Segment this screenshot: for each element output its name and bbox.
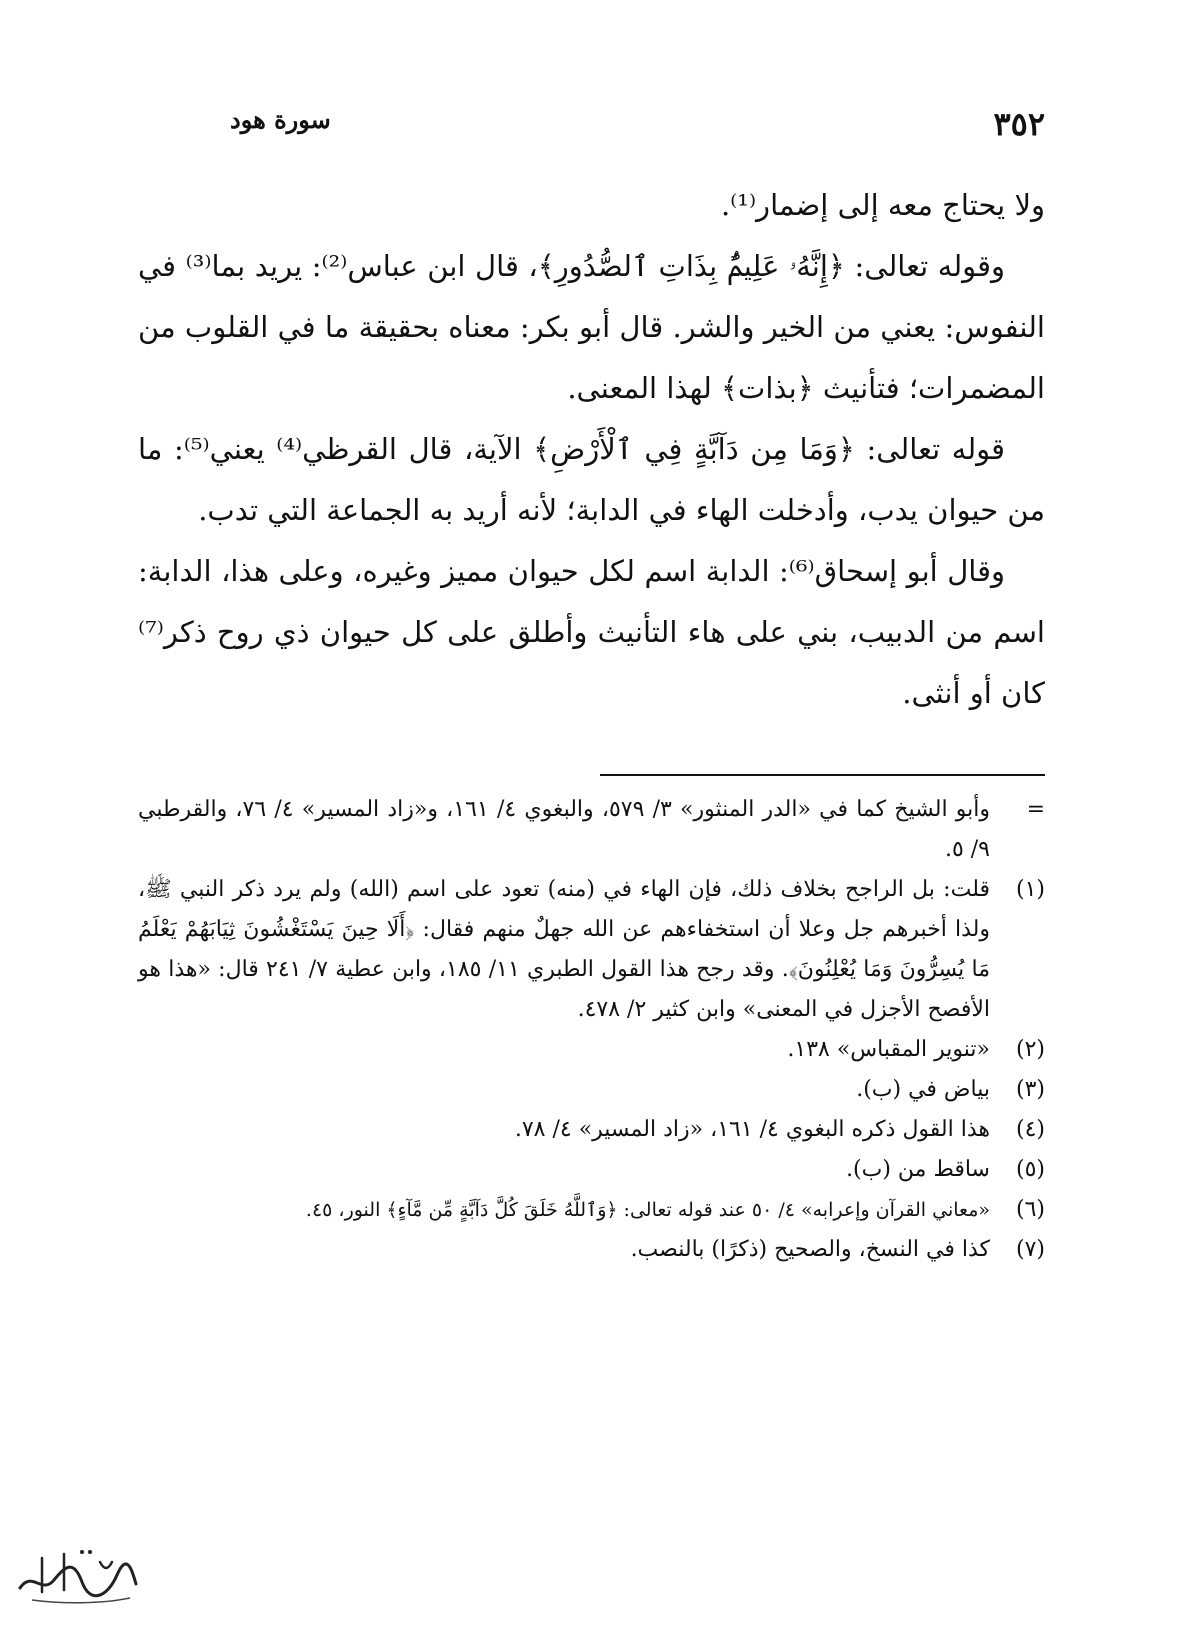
footnote-number: (٢): [1015, 1037, 1045, 1062]
paragraph-4: وقال أبو إسحاق⁽⁶⁾: الدابة اسم لكل حيوان مميز وغيره، وعلى هذا، الدابة: اسم من الدبيب، بني على هاء التأنيث وأطلق على كل حيوان ذي روح ذكر⁽⁷⁾ كان أو أنثى.: [138, 554, 1045, 710]
footnote-6: [138, 1190, 1045, 1230]
footnote-text: ساقط من (ب).: [846, 1157, 990, 1182]
footnote-5: [138, 1150, 1045, 1190]
footnote-text: هذا القول ذكره البغوي ٤/ ١٦١، «زاد المسير» ٤/ ٧٨.: [514, 1117, 990, 1142]
footnote-number: (٤): [1015, 1117, 1045, 1142]
footnote-number: (٦): [1015, 1197, 1045, 1222]
footnotes: [138, 790, 1045, 1270]
paragraph-1: ولا يحتاج معه إلى إضمار⁽¹⁾.: [720, 188, 1045, 222]
footnote-number: (٧): [1015, 1237, 1045, 1262]
running-title: سورة هود: [230, 105, 331, 134]
footnote-1: [138, 870, 1045, 1030]
footnote-text: «تنوير المقباس» ١٣٨.: [787, 1037, 990, 1062]
footnote-7: [138, 1230, 1045, 1270]
footnote-separator: [600, 774, 1045, 776]
footnote-2: [138, 1030, 1045, 1070]
footnote-continued: [138, 790, 1045, 870]
page-number: ٣٥٢: [993, 105, 1045, 143]
footnote-text: كذا في النسخ، والصحيح (ذكرًا) بالنصب.: [630, 1237, 990, 1262]
footnote-text: «معاني القرآن وإعرابه» ٤/ ٥٠ عند قوله تعالى: ﴿وَٱللَّهُ خَلَقَ كُلَّ دَآبَّةٍ مِّن مَّآءٍ﴾ النور، ٤٥.: [305, 1199, 990, 1221]
paragraph-2: وقوله تعالى: ﴿إِنَّهُۥ عَلِيمٌۢ بِذَاتِ ٱلصُّدُورِ﴾، قال ابن عباس⁽²⁾: يريد بما⁽³⁾ في النفوس: يعني من الخير والشر. قال أبو بكر: معناه بحقيقة ما في القلوب من المضمرات؛ فتأنيث ﴿بذات﴾ لهذا المعنى.: [138, 249, 1045, 405]
almoshaf-logo-icon: [12, 1540, 142, 1610]
footnote-4: [138, 1110, 1045, 1150]
footnote-number: (٣): [1015, 1077, 1045, 1102]
footnote-number: =: [1026, 797, 1045, 822]
main-text: [138, 175, 1045, 724]
footnote-text: بياض في (ب).: [856, 1077, 990, 1102]
paragraph-3: قوله تعالى: ﴿وَمَا مِن دَآبَّةٍ فِي ٱلْأَرْضِ﴾ الآية، قال القرظي⁽⁴⁾ يعني⁽⁵⁾: ما من حيوان يدب، وأدخلت الهاء في الدابة؛ لأنه أريد به الجماعة التي تدب.: [138, 432, 1045, 527]
footnote-number: (١): [1015, 877, 1045, 902]
footnote-3: [138, 1070, 1045, 1110]
footnote-text: قلت: بل الراجح بخلاف ذلك، فإن الهاء في (منه) تعود على اسم (الله) ولم يرد ذكر النبي ﷺ، ولذا أخبرهم جل وعلا أن استخفاءهم عن الله جهلٌ منهم فقال: ﴿أَلَا حِينَ يَسْتَغْشُونَ ثِيَابَهُمْ يَعْلَمُ مَا يُسِرُّونَ وَمَا يُعْلِنُونَ﴾. وقد رجح هذا القول الطبري ١١/ ١٨٥، وابن عطية ٧/ ٢٤١ قال: «هذا هو الأفصح الأجزل في المعنى» وابن كثير ٢/ ٤٧٨.: [138, 877, 990, 1022]
footnote-number: (٥): [1015, 1157, 1045, 1182]
page-header: [140, 105, 1045, 155]
footnote-text: وأبو الشيخ كما في «الدر المنثور» ٣/ ٥٧٩، والبغوي ٤/ ١٦١، و«زاد المسير» ٤/ ٧٦، والقرطبي ٩/ ٥.: [138, 797, 990, 862]
